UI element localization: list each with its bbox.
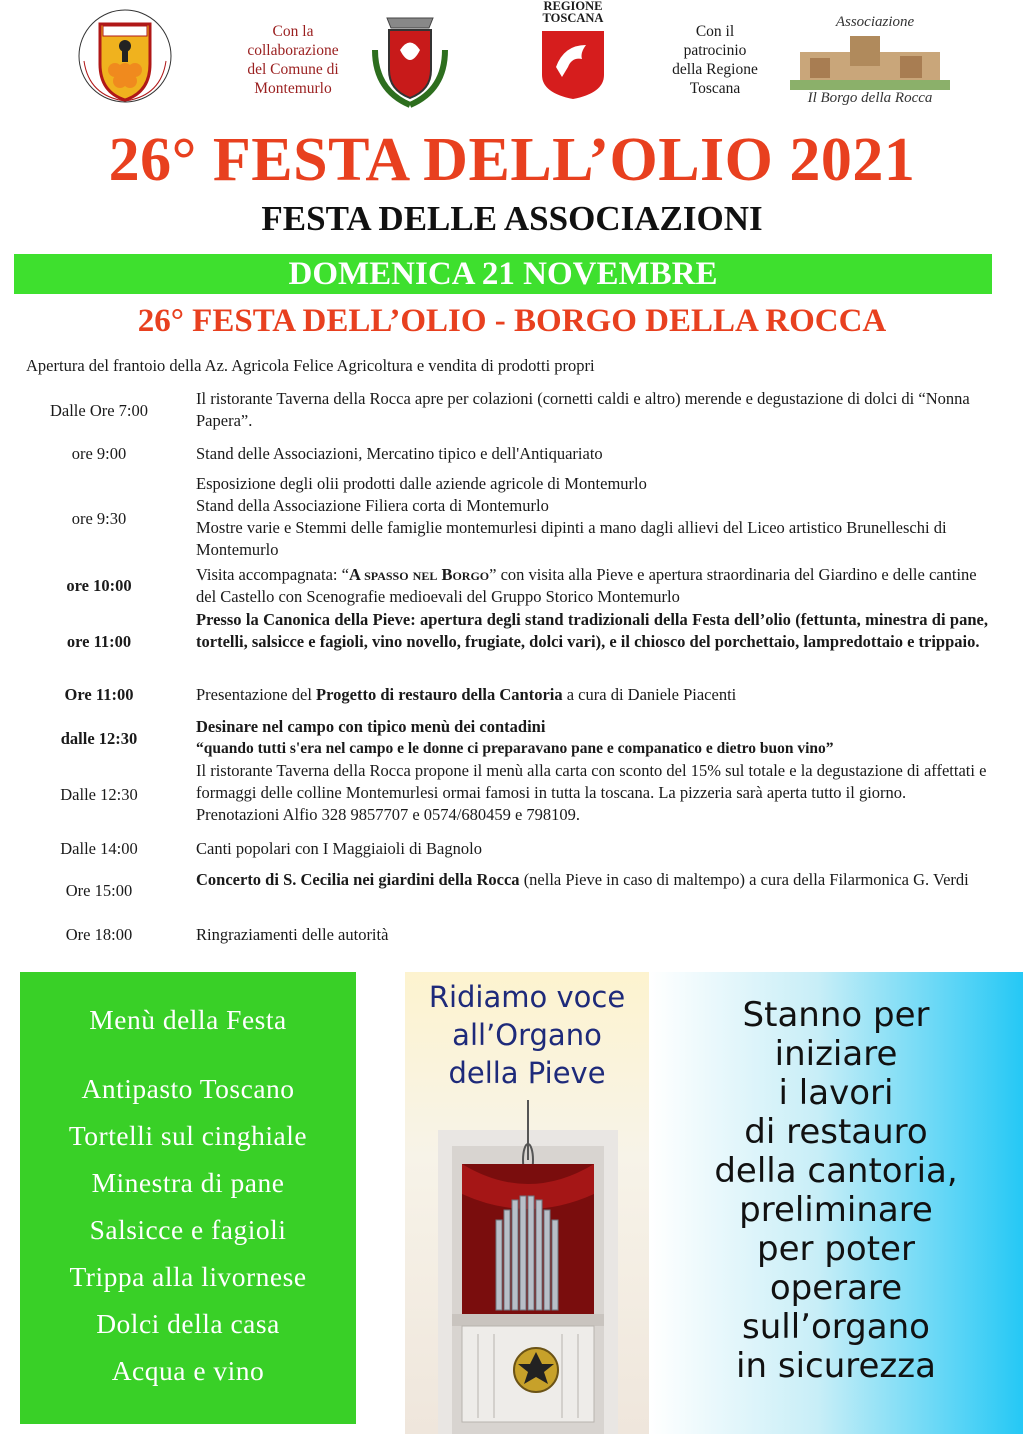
schedule-desc: Visita accompagnata: “A spasso nel Borgo” con visita alla Pieve e apertura straordinaria del Giardino e delle cantine del Castello con Scenografie medioevali del Gruppo Storico Montemurlo bbox=[196, 565, 977, 606]
comitato-logo bbox=[70, 6, 180, 106]
schedule-time: Ore 15:00 bbox=[65, 881, 133, 900]
schedule-time: ore 9:30 bbox=[71, 509, 127, 528]
schedule-desc: Presso la Canonica della Pieve: apertura degli stand tradizionali della Festa dell’olio (fettunta, minestra di pane, tortelli, salsicce e fagioli, vino novello, frugiate, dolci vari), e il chiosco del porchettaio, lampredottaio e trippaio. bbox=[196, 610, 988, 651]
schedule-time: Dalle Ore 7:00 bbox=[49, 401, 149, 420]
borgo-della-rocca-logo: Associazione Il Borgo della Rocca bbox=[790, 14, 950, 114]
menu-item: Acqua e vino bbox=[111, 1355, 265, 1386]
comune-montemurlo-crest bbox=[365, 10, 455, 110]
schedule-time: Dalle 14:00 bbox=[60, 839, 138, 858]
restauro-text: Stanno per iniziare i lavori di restauro della cantoria, preliminare per poter operare sull’organo in sicurezza bbox=[714, 995, 958, 1386]
schedule-desc: Presentazione del Progetto di restauro della Cantoria a cura di Daniele Piacenti bbox=[196, 685, 737, 704]
schedule-desc bbox=[196, 473, 988, 561]
schedule-time: ore 9:00 bbox=[71, 444, 127, 463]
date-text: DOMENICA 21 NOVEMBRE bbox=[288, 256, 718, 292]
menu-item: Trippa alla livornese bbox=[69, 1261, 307, 1292]
schedule-desc: Desinare nel campo con tipico menù dei contadini “quando tutti s'era nel campo e le donne ci preparavano pane e companatico e dietro buon vino” bbox=[196, 717, 834, 757]
schedule-desc: Concerto di S. Cecilia nei giardini della Rocca (nella Pieve in caso di maltempo) a cura della Filarmonica G. Verdi bbox=[196, 870, 969, 889]
collaborazione-text: Con la collaborazione del Comune di Montemurlo bbox=[247, 23, 339, 97]
schedule-time: dalle 12:30 bbox=[60, 729, 138, 748]
patrocinio-text: Con il patrocinio della Regione Toscana bbox=[672, 23, 758, 97]
section-title: 26° FESTA DELL’OLIO - BORGO DELLA ROCCA bbox=[137, 303, 887, 339]
organ-title: Ridiamo voce all’Organo della Pieve bbox=[428, 980, 626, 1090]
schedule-desc-line: Esposizione degli olii prodotti dalle aziende agricole di Montemurlo bbox=[196, 474, 647, 493]
menu-title: Menù della Festa bbox=[89, 1004, 287, 1035]
schedule-time: Dalle 12:30 bbox=[60, 785, 138, 804]
schedule-desc: Il ristorante Taverna della Rocca propone il menù alla carta con sconto del 15% sul totale e la degustazione di affettati e formaggi delle colline Montemurlesi ormai famosi in tutta la toscana. La pizzeria sarà aperta tutto il giorno. Prenotazioni Alfio 328 9857707 e 0574/680459 e 798109. bbox=[196, 761, 987, 824]
regione-toscana-logo bbox=[536, 0, 610, 100]
menu-item: Salsicce e fagioli bbox=[89, 1214, 287, 1245]
menu-item: Minestra di pane bbox=[91, 1167, 285, 1198]
regione-label: REGIONE TOSCANA bbox=[542, 0, 604, 25]
menu-item: Antipasto Toscano bbox=[81, 1073, 295, 1104]
schedule-desc: Ringraziamenti delle autorità bbox=[196, 925, 389, 944]
menu-item: Tortelli sul cinghiale bbox=[68, 1120, 308, 1151]
schedule-desc: Il ristorante Taverna della Rocca apre per colazioni (cornetti caldi e altro) merende e degustazione di dolci di “Nonna Papera”. bbox=[196, 389, 970, 430]
intro-text: Apertura del frantoio della Az. Agricola Felice Agricoltura e vendita di prodotti propri bbox=[26, 356, 595, 375]
main-title: 26° FESTA DELL’OLIO 2021 bbox=[108, 126, 916, 194]
schedule-time: ore 11:00 bbox=[66, 632, 132, 651]
schedule-time: Ore 18:00 bbox=[65, 925, 133, 944]
a-spasso-nel-borgo: A spasso nel Borgo bbox=[348, 565, 490, 584]
menu-item: Dolci della casa bbox=[96, 1308, 280, 1339]
schedule-desc: Stand delle Associazioni, Mercatino tipico e dell'Antiquariato bbox=[196, 444, 603, 463]
schedule-desc-line: Mostre varie e Stemmi delle famiglie montemurlesi dipinti a mano dagli allievi del Liceo artistico Brunelleschi di Montemurlo bbox=[196, 518, 947, 559]
schedule-time: Ore 11:00 bbox=[64, 685, 134, 704]
organ-image bbox=[438, 1100, 618, 1434]
subtitle: FESTA DELLE ASSOCIAZIONI bbox=[261, 199, 763, 238]
schedule-time: ore 10:00 bbox=[66, 576, 132, 595]
schedule-desc-line: Stand della Associazione Filiera corta di Montemurlo bbox=[196, 496, 549, 515]
schedule-desc: Canti popolari con I Maggiaioli di Bagnolo bbox=[196, 839, 482, 858]
